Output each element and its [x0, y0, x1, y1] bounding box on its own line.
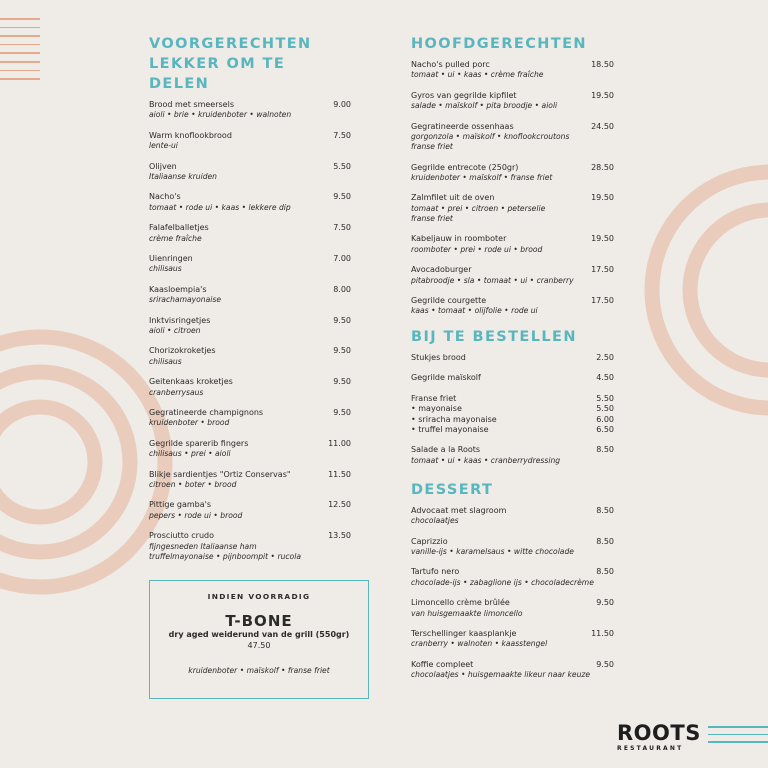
item-desc: kruidenboter • brood	[149, 418, 230, 428]
list-item	[411, 353, 614, 363]
list-item	[149, 316, 351, 337]
sides-list	[411, 353, 614, 466]
item-price: 17.50	[591, 265, 614, 275]
item-desc: tomaat • ui • kaas • cranberrydressing	[411, 455, 561, 465]
list-item	[149, 500, 351, 521]
item-desc: kruidenboter • maïskolf • franse friet	[411, 173, 553, 182]
item-desc: pitabroodje • sla • tomaat • ui • cranberry	[411, 275, 574, 285]
item-name: Pittige gamba's	[149, 500, 212, 510]
item-name: Gegrilde maïskolf	[411, 373, 481, 383]
list-item	[411, 567, 614, 588]
item-price: 8.50	[596, 505, 614, 515]
list-item	[411, 537, 614, 558]
list-item	[411, 506, 614, 527]
list-item	[411, 445, 614, 466]
option-price: 6.00	[596, 414, 614, 424]
sides-title: BIJ TE BESTELLEN	[411, 328, 577, 345]
item-name: Zalmfilet uit de oven	[411, 193, 495, 203]
list-item	[149, 285, 351, 306]
item-name: Franse friet	[411, 393, 457, 403]
item-desc: kaas • tomaat • olijfolie • rode ui	[411, 306, 538, 316]
item-price: 13.50	[328, 531, 351, 541]
list-item	[149, 346, 351, 367]
item-name: Gegratineerde champignons	[149, 407, 264, 417]
item-name: Stukjes brood	[411, 352, 466, 362]
item-desc: chocolaatjes	[411, 516, 459, 526]
special-title: T-BONE	[225, 612, 293, 630]
item-name: Kaasloempia's	[149, 284, 207, 294]
item-price: 8.00	[333, 284, 351, 294]
item-name: Inktvisringetjes	[149, 315, 211, 325]
item-desc: tomaat • rode ui • kaas • lekkere dip	[149, 202, 291, 212]
item-price: 7.50	[333, 130, 351, 140]
list-item	[411, 163, 614, 184]
item-desc: franse friet	[411, 214, 453, 223]
list-item	[411, 394, 614, 435]
item-name: Nacho's	[149, 192, 181, 202]
item-name: Olijven	[149, 161, 177, 171]
item-price: 11.50	[328, 469, 351, 479]
item-name: Gegratineerde ossenhaas	[411, 121, 514, 131]
decor-stripes	[0, 18, 40, 87]
mains-title: HOOFDGERECHTEN	[411, 36, 587, 52]
list-item	[149, 377, 351, 398]
item-desc: chilisaus • prei • aioli	[149, 449, 231, 459]
fries-option	[411, 404, 614, 414]
list-item	[411, 193, 614, 224]
item-price: 4.50	[596, 373, 614, 383]
item-desc: salade • maïskolf • pita broodje • aioli	[411, 101, 558, 111]
list-item	[411, 373, 614, 383]
item-price: 12.50	[328, 500, 351, 510]
item-price: 5.50	[333, 161, 351, 171]
dessert-title: DESSERT	[411, 481, 494, 498]
item-name: Kabeljauw in roomboter	[411, 234, 507, 244]
item-desc: tomaat • ui • kaas • crème fraîche	[411, 70, 544, 80]
mains-column	[411, 34, 614, 691]
item-name: Salade a la Roots	[411, 445, 481, 455]
item-price: 9.50	[333, 346, 351, 356]
list-item	[411, 629, 614, 650]
item-name: Advocaat met slagroom	[411, 505, 507, 515]
item-desc: chilisaus	[149, 356, 182, 366]
starters-column	[149, 34, 351, 572]
list-item	[149, 531, 351, 562]
item-price: 9.50	[596, 659, 614, 669]
item-price: 5.50	[596, 393, 614, 403]
item-price: 28.50	[591, 162, 614, 172]
list-item	[411, 296, 614, 317]
item-name: Caprizzio	[411, 536, 448, 546]
item-name: Blikje sardientjes "Ortiz Conservas"	[149, 469, 291, 479]
item-desc: cranberrysaus	[149, 387, 204, 397]
list-item	[149, 223, 351, 244]
item-desc: gorgonzola • maïskolf • knoflookcroutons	[411, 132, 570, 141]
item-desc: aioli • brie • kruidenboter • walnoten	[149, 110, 292, 120]
item-desc: pepers • rode ui • brood	[149, 510, 243, 520]
item-desc: chocolade-ijs • zabaglione ijs • chocoladecrème	[411, 577, 594, 587]
item-desc: roomboter • prei • rode ui • brood	[411, 244, 543, 254]
special-desc: kruidenboter • maïskolf • franse friet	[188, 666, 330, 675]
list-item	[411, 234, 614, 255]
option-name: • truffel mayonaise	[411, 424, 489, 434]
list-item	[411, 598, 614, 619]
item-name: Nacho's pulled porc	[411, 60, 490, 69]
list-item	[149, 162, 351, 183]
item-name: Warm knoflookbrood	[149, 130, 232, 140]
item-name: Terschellinger kaasplankje	[411, 628, 517, 638]
item-name: Gyros van gegrilde kipfilet	[411, 90, 517, 100]
item-price: 19.50	[591, 193, 614, 203]
item-desc: crème fraîche	[149, 233, 202, 243]
item-desc: vanille-ijs • karamelsaus • witte chocolade	[411, 546, 574, 556]
item-name: Falafelballetjes	[149, 223, 209, 233]
item-price: 19.50	[591, 90, 614, 100]
item-desc: franse friet	[411, 142, 453, 152]
item-price: 9.50	[333, 407, 351, 417]
item-price: 24.50	[591, 121, 614, 131]
item-price: 8.50	[596, 536, 614, 546]
item-price: 7.00	[333, 253, 351, 263]
item-price: 11.50	[591, 628, 614, 638]
item-name: Gegrilde courgette	[411, 295, 487, 305]
special-price: 47.50	[247, 641, 271, 650]
list-item	[411, 91, 614, 112]
list-item	[149, 192, 351, 213]
item-desc: chocolaatjes • huisgemaakte likeur naar keuze	[411, 670, 591, 680]
list-item	[149, 131, 351, 152]
option-name: • mayonaise	[411, 404, 462, 414]
fries-option	[411, 415, 614, 425]
item-desc: tomaat • prei • citroen • peterselie	[411, 203, 546, 213]
list-item	[411, 660, 614, 681]
item-name: Koffie compleet	[411, 659, 474, 669]
list-item	[149, 439, 351, 460]
item-desc: chilisaus	[149, 264, 182, 274]
item-price: 11.00	[328, 438, 351, 448]
item-name: Gegrilde sparerib fingers	[149, 438, 249, 448]
item-desc: Italiaanse kruiden	[149, 172, 217, 181]
item-name: Avocadoburger	[411, 265, 472, 275]
item-name: Prosciutto crudo	[149, 531, 214, 541]
item-desc: truffelmayonaise • pijnboompit • rucola	[149, 551, 301, 561]
item-desc: van huisgemaakte limoncello	[411, 608, 523, 618]
list-item	[411, 265, 614, 286]
list-item	[411, 122, 614, 153]
item-price: 9.50	[333, 377, 351, 387]
item-price: 8.50	[596, 567, 614, 577]
item-price: 9.50	[596, 598, 614, 608]
special-label: INDIEN VOORRADIG	[207, 592, 311, 601]
item-name: Brood met smeersels	[149, 100, 234, 109]
item-desc: citroen • boter • brood	[149, 479, 237, 489]
item-desc: cranberry • walnoten • kaasstengel	[411, 639, 548, 649]
logo-sub: RESTAURANT	[617, 745, 684, 752]
special-subtitle: dry aged weiderund van de grill (550gr)	[168, 630, 350, 639]
item-desc: fijngesneden Italiaanse ham	[149, 541, 257, 551]
starters-title: VOORGERECHTEN LEKKER OM TE DELEN	[149, 36, 312, 92]
item-desc: srirachamayonaise	[149, 295, 221, 305]
item-desc: aioli • citroen	[149, 325, 201, 335]
fries-option	[411, 425, 614, 435]
item-name: Chorizokroketjes	[149, 346, 216, 356]
item-desc: lente-ui	[149, 141, 178, 151]
roots-logo	[617, 722, 701, 752]
dessert-list	[411, 506, 614, 681]
list-item	[149, 408, 351, 429]
item-price: 17.50	[591, 295, 614, 305]
list-item	[149, 100, 351, 121]
special-box	[149, 580, 369, 699]
item-name: Tartufo nero	[411, 567, 460, 577]
item-name: Limoncello crème brûlée	[411, 598, 510, 608]
item-name: Geitenkaas kroketjes	[149, 377, 233, 387]
item-price: 9.00	[333, 100, 351, 109]
list-item	[149, 470, 351, 491]
item-price: 9.50	[333, 192, 351, 202]
item-price: 9.50	[333, 315, 351, 325]
item-price: 18.50	[591, 60, 614, 69]
option-price: 5.50	[596, 404, 614, 414]
item-price: 7.50	[333, 223, 351, 233]
option-name: • sriracha mayonaise	[411, 414, 497, 424]
logo-stripes	[708, 726, 768, 749]
list-item	[411, 60, 614, 81]
item-price: 19.50	[591, 234, 614, 244]
mains-list	[411, 60, 614, 317]
item-price: 2.50	[596, 352, 614, 362]
list-item	[149, 254, 351, 275]
starters-list	[149, 100, 351, 562]
option-price: 6.50	[596, 424, 614, 434]
item-price: 8.50	[596, 445, 614, 455]
item-name: Gegrilde entrecote (250gr)	[411, 162, 519, 172]
item-name: Uienringen	[149, 253, 193, 263]
logo-word: ROOTS	[617, 721, 701, 745]
